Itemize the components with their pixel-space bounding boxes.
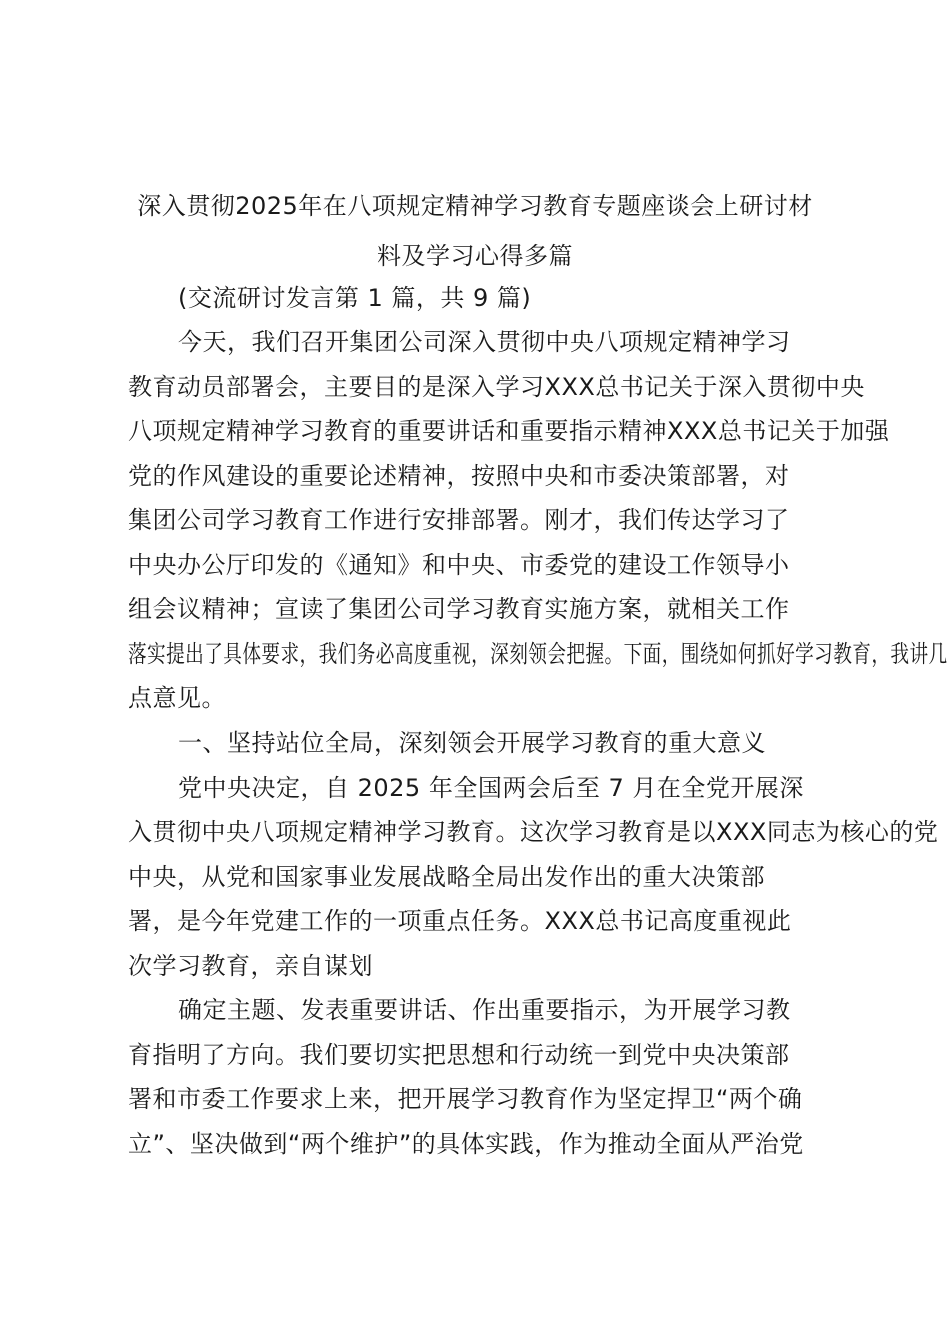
paragraph-1-line-4: 党的作风建设的重要论述精神，按照中央和市委决策部署，对 (128, 462, 790, 490)
document-title-line-1: 深入贯彻2025年在八项规定精神学习教育专题座谈会上研讨材 (137, 192, 813, 220)
paragraph-1-line-9: 点意见。 (128, 684, 226, 712)
paragraph-3-line-4: 署，是今年党建工作的一项重点任务。XXX总书记高度重视此 (128, 907, 792, 935)
paragraph-1-line-3: 八项规定精神学习教育的重要讲话和重要指示精神XXX总书记关于加强 (128, 417, 890, 445)
paragraph-3-line-5: 次学习教育，亲自谋划 (128, 952, 373, 980)
paragraph-4-line-4: 立”、坚决做到“两个维护”的具体实践，作为推动全面从严治党 (128, 1130, 804, 1158)
paragraph-3-line-2: 入贯彻中央八项规定精神学习教育。这次学习教育是以XXX同志为核心的党 (128, 818, 939, 846)
paragraph-4-line-3: 署和市委工作要求上来，把开展学习教育作为坚定捍卫“两个确 (128, 1085, 803, 1113)
section-heading-1: 一、坚持站位全局，深刻领会开展学习教育的重大意义 (178, 729, 766, 757)
document-title-line-2: 料及学习心得多篇 (377, 242, 573, 270)
paragraph-1-line-5: 集团公司学习教育工作进行安排部署。刚才，我们传达学习了 (128, 506, 790, 534)
paragraph-1-line-6: 中央办公厅印发的《通知》和中央、市委党的建设工作领导小 (128, 551, 790, 579)
document-subtitle: (交流研讨发言第 1 篇，共 9 篇) (178, 284, 532, 312)
paragraph-1-line-7: 组会议精神；宣读了集团公司学习教育实施方案，就相关工作 (128, 595, 790, 623)
paragraph-1-line-1: 今天，我们召开集团公司深入贯彻中央八项规定精神学习 (178, 328, 791, 356)
paragraph-3-line-3: 中央，从党和国家事业发展战略全局出发作出的重大决策部 (128, 863, 765, 891)
paragraph-1-line-8: 落实提出了具体要求，我们务必高度重视，深刻领会把握。下面，围绕如何抓好学习教育，我讲几 (128, 640, 948, 668)
paragraph-4-line-2: 育指明了方向。我们要切实把思想和行动统一到党中央决策部 (128, 1041, 790, 1069)
paragraph-4-line-1: 确定主题、发表重要讲话、作出重要指示，为开展学习教 (178, 996, 791, 1024)
paragraph-3-line-1: 党中央决定，自 2025 年全国两会后至 7 月在全党开展深 (178, 774, 804, 802)
paragraph-1-line-2: 教育动员部署会，主要目的是深入学习XXX总书记关于深入贯彻中央 (128, 373, 865, 401)
